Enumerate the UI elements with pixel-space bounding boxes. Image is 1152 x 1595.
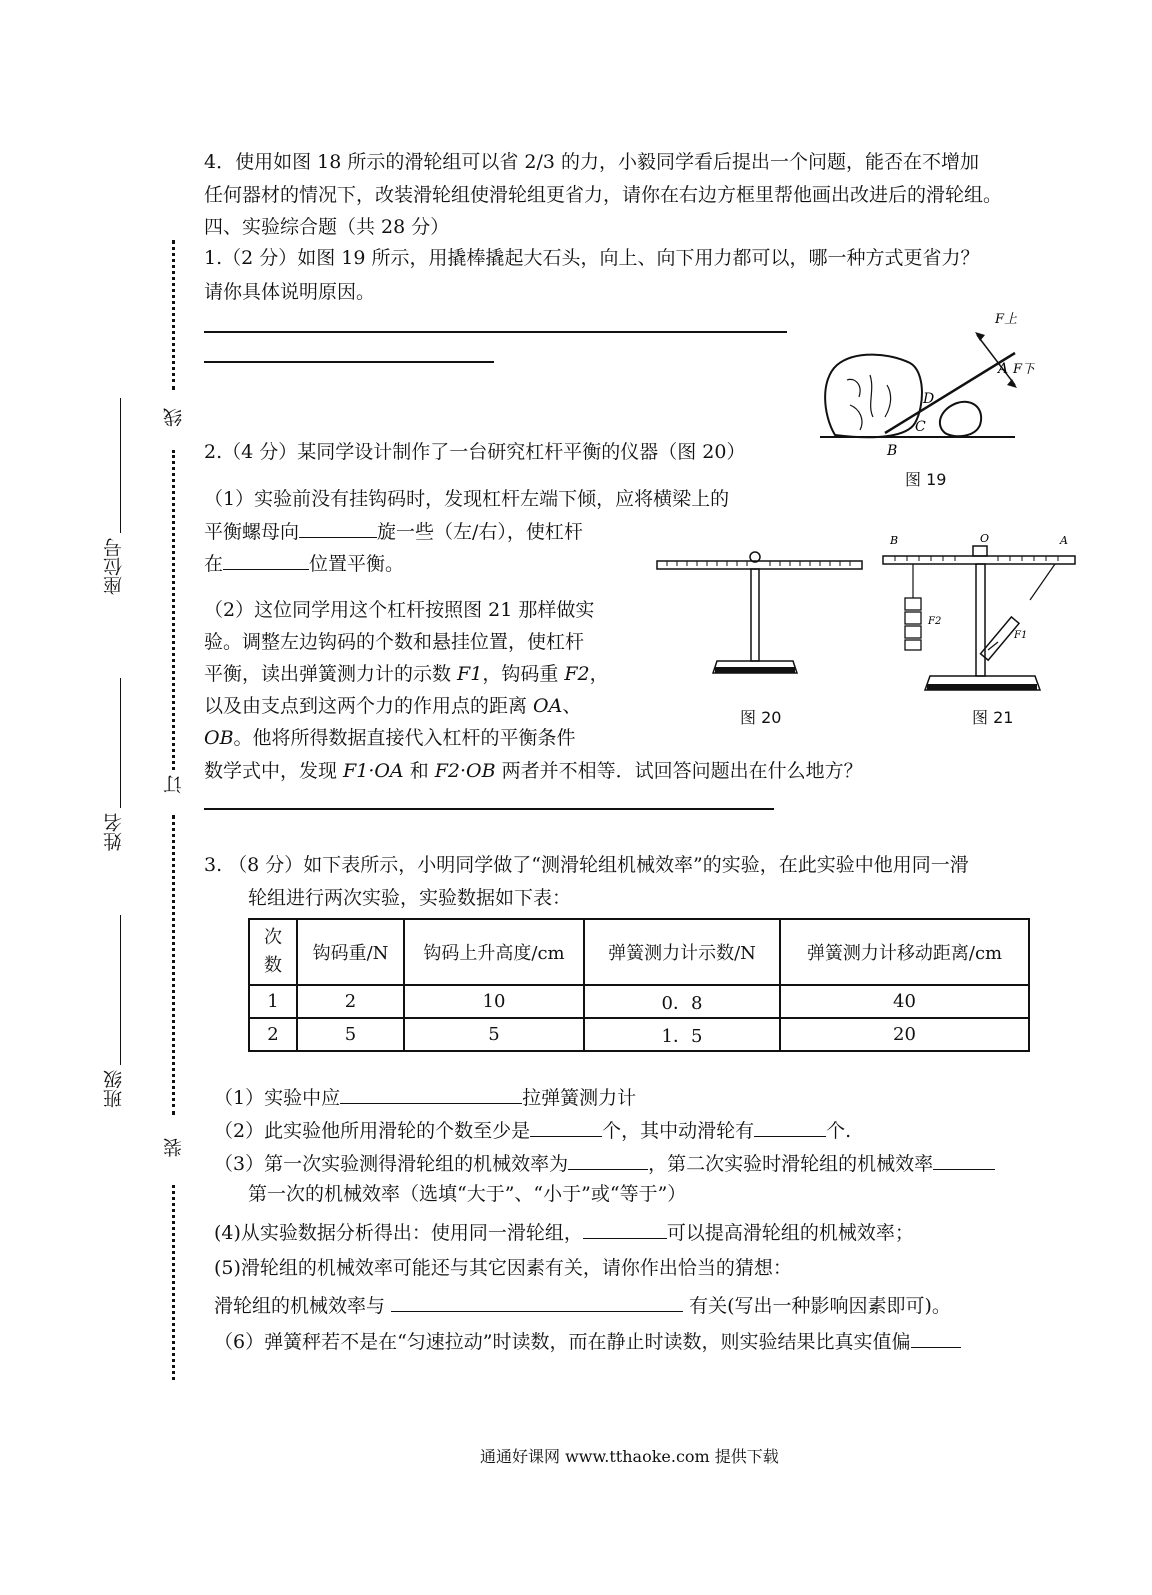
q3-line2: 轮组进行两次实验，实验数据如下表： [248, 887, 572, 909]
q3-blank-2a[interactable] [530, 1118, 602, 1137]
fig19-label-a: A [998, 361, 1009, 377]
table-cell: 5 [404, 1018, 584, 1051]
q2-p2-line6 [204, 759, 863, 783]
q3-blank-1[interactable] [340, 1085, 522, 1104]
q1-line1: 1.（2 分）如图 19 所示，用撬棒撬起大石头，向上、向下用力都可以，哪一种方式更省力？ [204, 247, 980, 269]
binding-label-xian: 线 [163, 408, 185, 427]
fig21-label-b: B [890, 534, 899, 547]
q2-p1-line1: （1）实验前没有挂钩码时，发现杠杆左端下倾，应将横梁上的 [204, 488, 730, 510]
fig19-label-b: B [887, 443, 898, 459]
figure-21-lever-experiment [880, 530, 1080, 700]
binding-dotted-line [172, 1185, 175, 1380]
symbol-f1: F1 [457, 663, 483, 685]
q2-p2-line3 [204, 662, 609, 686]
header-first-a: 次 [264, 927, 282, 948]
q3-sub5: (5)滑轮组的机械效率可能还与其它因素有关，请你作出恰当的猜想： [214, 1257, 792, 1279]
q3-sub6 [214, 1329, 961, 1354]
q3-sub4-a: (4)从实验数据分析得出：使用同一滑轮组， [214, 1222, 583, 1244]
fig21-label-a: A [1060, 534, 1068, 547]
q2-p1-line2-a: 平衡螺母向 [204, 521, 300, 543]
q2-intro: 2.（4 分）某同学设计制作了一台研究杠杆平衡的仪器（图 20） [204, 441, 746, 463]
q1-answer-line[interactable] [204, 361, 494, 363]
fig19-f-down: F下 [1012, 362, 1035, 377]
q2-p2-line5 [204, 726, 576, 750]
q3-sub1 [214, 1085, 636, 1110]
q3-sub6-text: （6）弹簧秤若不是在“匀速拉动”时读数，而在静止时读数，则实验结果比真实值偏 [214, 1331, 911, 1353]
seat-number-field [120, 398, 121, 533]
q3-sub2-a: （2）此实验他所用滑轮的个数至少是 [214, 1120, 531, 1142]
q3-blank-4[interactable] [583, 1220, 667, 1239]
binding-dotted-line [172, 240, 175, 390]
q3-sub3-c: 第一次的机械效率（选填“大于”、“小于”或“等于”） [248, 1183, 687, 1205]
q2-p2-line3-b: ，钩码重 [482, 663, 565, 685]
binding-dotted-line [172, 450, 175, 770]
q3-sub1-a: （1）实验中应 [214, 1087, 341, 1109]
q2-answer-line[interactable] [204, 808, 774, 810]
q3-sub3-b: ，第二次实验时滑轮组的机械效率 [648, 1153, 934, 1175]
table-row [249, 985, 1029, 1018]
q3-sub2-c: 个. [826, 1120, 852, 1142]
fig19-label-d: D [923, 391, 935, 407]
table-header-cell: 钩码重/N [297, 919, 404, 985]
q1-line2: 请你具体说明原因。 [204, 281, 376, 303]
q3-sub3 [214, 1151, 995, 1176]
q3-blank-6[interactable] [911, 1329, 961, 1348]
q2-p1-line3-b: 位置平衡。 [309, 553, 405, 575]
binding-label-zhuang: 装 [163, 1138, 185, 1157]
q3-sub5-b-b: 有关(写出一种影响因素即可)。 [683, 1295, 951, 1317]
q2-p1-line2 [204, 519, 583, 544]
q2-p2-line6-a: 数学式中，发现 [204, 760, 344, 782]
q2-p2-line3-c: ， [589, 663, 609, 685]
q4-line1: 4．使用如图 18 所示的滑轮组可以省 2/3 的力，小毅同学看后提出一个问题，能否在不增加 [204, 151, 980, 173]
table-header-cell: 弹簧测力计示数/N [584, 919, 780, 985]
q3-sub5-b-a: 滑轮组的机械效率与 [214, 1295, 392, 1317]
symbol-f1oa: F1·OA [343, 760, 404, 782]
q2-p2-line4 [204, 694, 581, 718]
q3-data-table [248, 918, 1030, 1052]
q3-sub5-b [214, 1293, 951, 1318]
q2-p2-line4-a: 以及由支点到这两个力的作用点的距离 [204, 695, 534, 717]
figure-20-caption: 图 20 [740, 708, 782, 727]
q2-p2-line5-a: 。他将所得数据直接代入杠杆的平衡条件 [233, 727, 576, 749]
fig21-label-o: O [980, 532, 990, 545]
table-header-row [249, 919, 1029, 985]
table-cell: 20 [780, 1018, 1029, 1051]
q2-p1-line2-b: 旋一些（左/右），使杠杆 [377, 521, 583, 543]
table-cell: 2 [249, 1018, 297, 1051]
binding-dotted-line [172, 815, 175, 1115]
q2-p2-line2: 验。调整左边钩码的个数和悬挂位置，使杠杆 [204, 631, 585, 653]
q3-line1: 3. （8 分）如下表所示，小明同学做了“测滑轮组机械效率”的实验，在此实验中他用同一滑 [204, 854, 969, 876]
figure-19-caption: 图 19 [905, 470, 947, 489]
q2-blank-direction[interactable] [299, 519, 377, 538]
q3-sub2 [214, 1118, 851, 1143]
name-field [120, 678, 121, 808]
q3-sub1-b: 拉弹簧测力计 [522, 1087, 637, 1109]
figure-21-caption: 图 21 [972, 708, 1014, 727]
name-label: 姓名 [103, 813, 125, 851]
symbol-f2: F2 [564, 663, 590, 685]
q2-blank-position[interactable] [223, 551, 309, 570]
table-cell: 5 [297, 1018, 404, 1051]
q3-blank-3b[interactable] [933, 1151, 995, 1170]
q3-sub4 [214, 1220, 914, 1245]
table-header-cell [249, 919, 297, 985]
q1-answer-line[interactable] [204, 331, 787, 333]
q3-blank-5[interactable] [391, 1293, 683, 1312]
table-cell: 1 [249, 985, 297, 1018]
table-header-cell: 弹簧测力计移动距离/cm [780, 919, 1029, 985]
table-cell: 2 [297, 985, 404, 1018]
table-row [249, 1018, 1029, 1051]
section-title: 四、实验综合题（共 28 分） [204, 216, 450, 238]
q3-blank-2b[interactable] [754, 1118, 826, 1137]
q2-p2-line6-b: 和 [403, 760, 435, 782]
q4-line2: 任何器材的情况下，改装滑轮组使滑轮组更省力，请你在右边方框里帮他画出改进后的滑轮组。 [204, 184, 1003, 206]
figure-20-lever-apparatus [655, 545, 865, 685]
seat-number-label: 座位号 [103, 538, 125, 595]
header-first-b: 数 [264, 955, 282, 976]
q2-p2-line1: （2）这位同学用这个杠杆按照图 21 那样做实 [204, 599, 595, 621]
q2-p2-line4-b: 、 [562, 695, 582, 717]
q2-p2-line6-c: 两者并不相等．试回答问题出在什么地方？ [495, 760, 863, 782]
table-cell: 40 [780, 985, 1029, 1018]
binding-label-ding: 订 [163, 775, 185, 794]
fig19-label-c: C [915, 419, 926, 435]
class-label: 班级 [103, 1070, 125, 1108]
q3-blank-3a[interactable] [568, 1151, 648, 1170]
fig21-label-f2: F2 [928, 616, 942, 627]
symbol-ob: OB [204, 727, 234, 749]
q2-p1-line3 [204, 551, 404, 576]
q2-p1-line3-a: 在 [204, 553, 224, 575]
q3-sub4-b: 可以提高滑轮组的机械效率； [666, 1222, 914, 1244]
symbol-oa: OA [533, 695, 563, 717]
table-cell: 10 [404, 985, 584, 1018]
symbol-f2ob: F2·OB [434, 760, 496, 782]
q3-sub3-a: （3）第一次实验测得滑轮组的机械效率为 [214, 1153, 569, 1175]
table-cell: 0．8 [584, 985, 780, 1018]
q2-p2-line3-a: 平衡，读出弹簧测力计的示数 [204, 663, 458, 685]
q3-sub2-b: 个，其中动滑轮有 [602, 1120, 755, 1142]
figure-19-lever-stone [815, 305, 1035, 490]
table-header-cell: 钩码上升高度/cm [404, 919, 584, 985]
fig21-label-f1: F1 [1014, 630, 1028, 641]
class-field [120, 915, 121, 1065]
fig19-f-up: F上 [995, 312, 1018, 327]
footer-text: 通通好课网 www.tthaoke.com 提供下载 [480, 1447, 779, 1466]
table-cell: 1．5 [584, 1018, 780, 1051]
